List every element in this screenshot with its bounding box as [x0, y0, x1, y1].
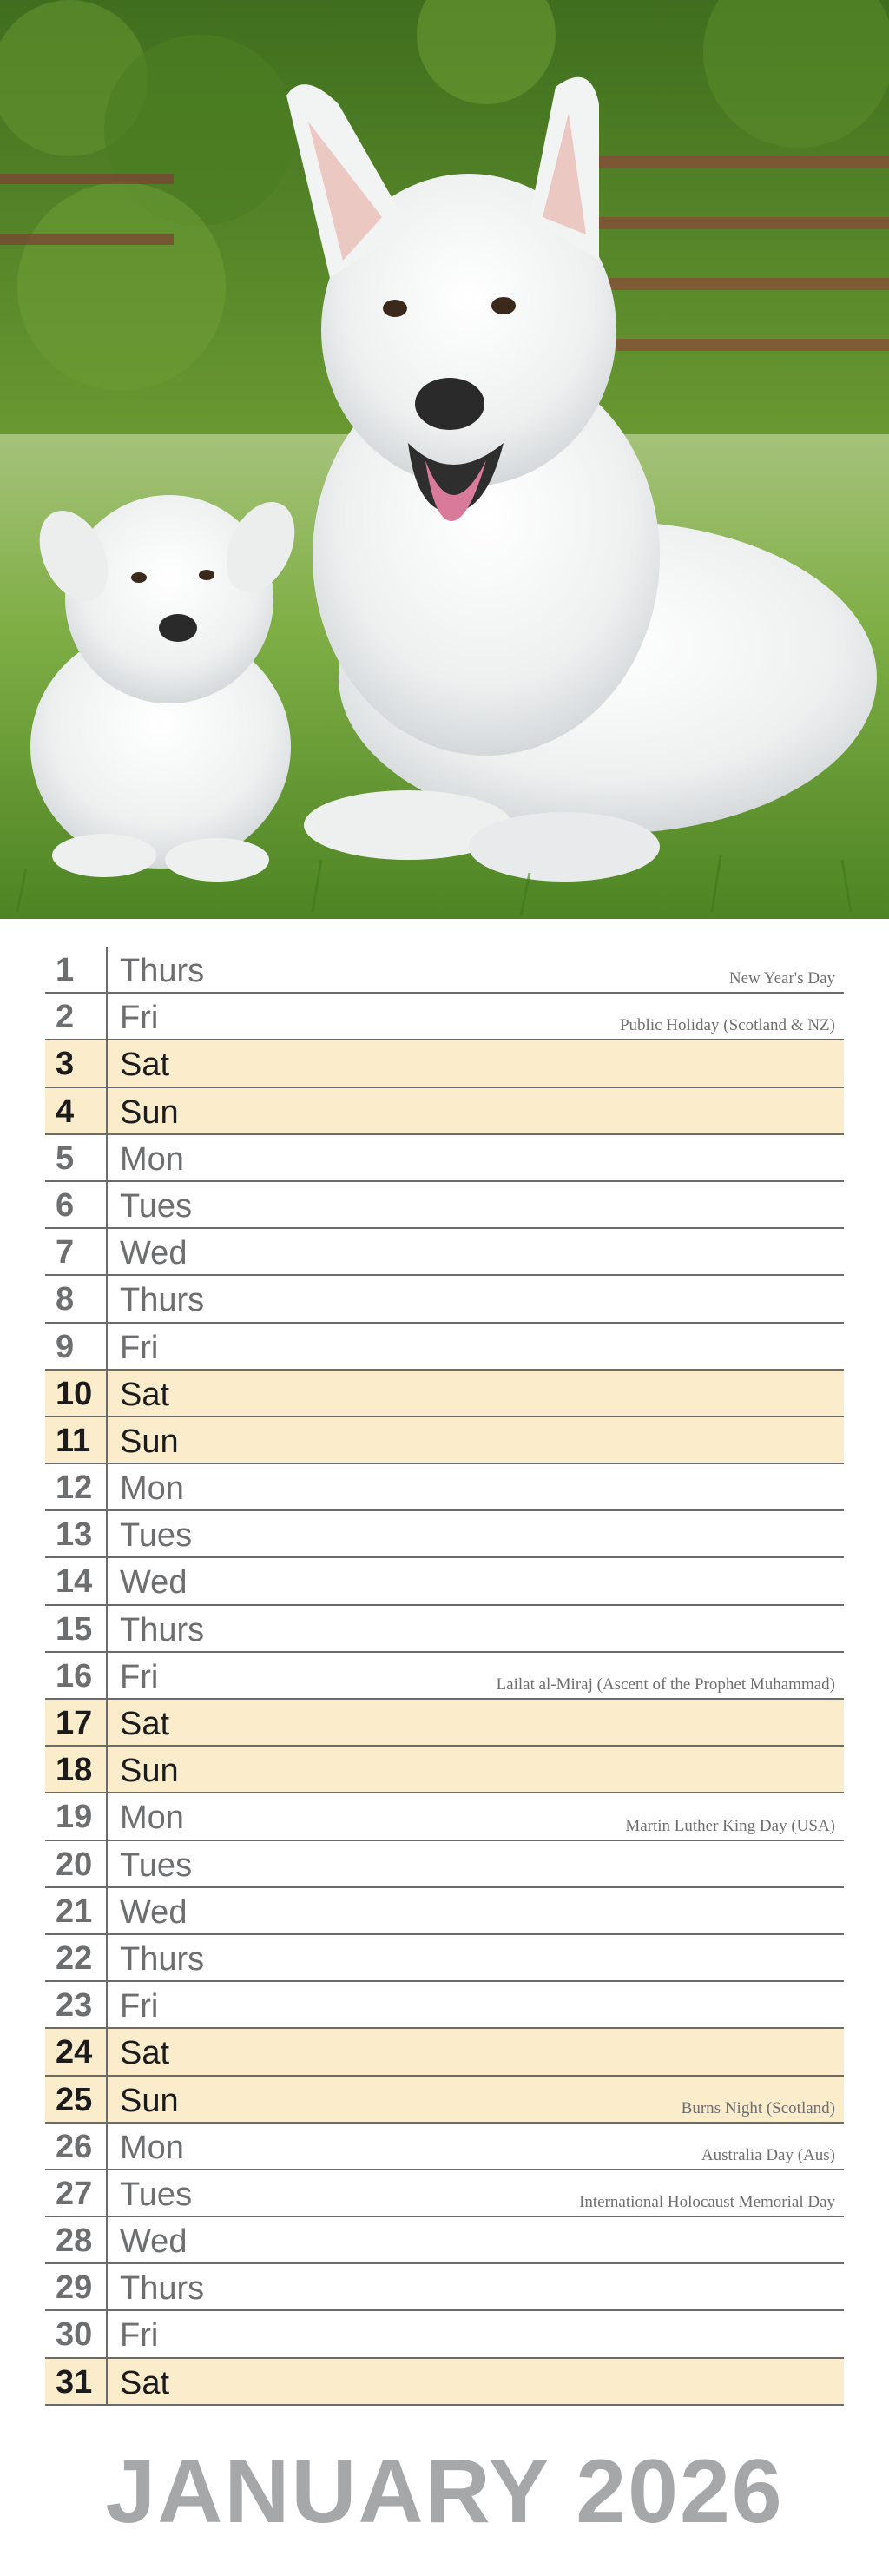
row-divider: [106, 1982, 108, 2027]
weekday-name: Wed: [120, 1235, 188, 1272]
weekday-name: Fri: [120, 1000, 159, 1037]
weekday-name: Sat: [120, 1376, 170, 1413]
calendar-day-row: [45, 1229, 844, 1276]
day-number: 24: [56, 2034, 93, 2071]
row-divider: [106, 1464, 108, 1509]
row-divider: [106, 1182, 108, 1227]
row-divider: [106, 2029, 108, 2074]
calendar-day-row: [45, 2311, 844, 2358]
row-divider: [106, 2170, 108, 2216]
calendar-day-row: [45, 1793, 844, 1840]
row-divider: [106, 2124, 108, 2169]
day-number: 26: [56, 2128, 93, 2165]
weekday-name: Wed: [120, 2223, 188, 2261]
day-number: 2: [56, 999, 75, 1036]
calendar-day-row: [45, 1841, 844, 1888]
holiday-note: Burns Night (Scotland): [681, 2098, 835, 2117]
day-number: 31: [56, 2363, 93, 2401]
calendar-day-row: [45, 1040, 844, 1087]
day-number: 12: [56, 1470, 93, 1507]
weekday-name: Thurs: [120, 2270, 205, 2308]
day-number: 15: [56, 1610, 93, 1648]
holiday-note: Lailat al-Miraj (Ascent of the Prophet Muhammad): [496, 1675, 835, 1694]
row-divider: [106, 2077, 108, 2122]
row-divider: [106, 1606, 108, 1651]
row-divider: [106, 1841, 108, 1886]
calendar-day-row: [45, 1700, 844, 1747]
calendar-day-row: [45, 1371, 844, 1417]
row-divider: [106, 1276, 108, 1321]
calendar-day-row: [45, 1417, 844, 1464]
weekday-name: Sun: [120, 1753, 179, 1790]
day-number: 14: [56, 1563, 93, 1601]
row-divider: [106, 1888, 108, 1933]
row-divider: [106, 1324, 108, 1369]
holiday-note: New Year's Day: [728, 969, 835, 988]
row-divider: [106, 2359, 108, 2404]
day-number: 29: [56, 2269, 93, 2307]
calendar-day-row: [45, 1888, 844, 1935]
calendar-day-row: [45, 1935, 844, 1982]
day-number: 4: [56, 1093, 75, 1130]
row-divider: [106, 1417, 108, 1463]
day-number: 10: [56, 1375, 93, 1412]
row-divider: [106, 1511, 108, 1556]
row-divider: [106, 1088, 108, 1133]
row-divider: [106, 2217, 108, 2262]
day-number: 8: [56, 1281, 75, 1318]
calendar-day-row: [45, 1182, 844, 1229]
row-divider: [106, 1935, 108, 1980]
calendar-day-row: [45, 947, 844, 994]
holiday-note: Australia Day (Aus): [701, 2145, 835, 2164]
day-number: 9: [56, 1328, 75, 1365]
calendar-day-row: [45, 994, 844, 1040]
holiday-note: International Holocaust Memorial Day: [579, 2193, 835, 2212]
calendar-day-row: [45, 1606, 844, 1653]
weekday-name: Tues: [120, 1517, 193, 1555]
weekday-name: Thurs: [120, 953, 205, 989]
row-divider: [106, 1135, 108, 1180]
row-divider: [106, 1747, 108, 1792]
row-divider: [106, 1793, 108, 1839]
row-divider: [106, 1700, 108, 1745]
weekday-name: Sat: [120, 2364, 170, 2401]
weekday-name: Fri: [120, 1988, 159, 2025]
day-number: 13: [56, 1516, 93, 1554]
weekday-name: Tues: [120, 1846, 193, 1884]
weekday-name: Tues: [120, 2176, 193, 2213]
day-number: 16: [56, 1657, 93, 1694]
row-divider: [106, 1371, 108, 1416]
calendar-day-row: [45, 1324, 844, 1371]
row-divider: [106, 2311, 108, 2356]
calendar-day-row: [45, 1747, 844, 1793]
calendar-day-row: [45, 1276, 844, 1323]
weekday-name: Sat: [120, 2035, 170, 2072]
weekday-name: Sun: [120, 1423, 179, 1460]
calendar-day-row: [45, 1088, 844, 1135]
calendar-photo: [0, 0, 889, 919]
weekday-name: Tues: [120, 1187, 193, 1225]
calendar-day-list: [45, 947, 844, 2406]
row-divider: [106, 1040, 108, 1086]
day-number: 23: [56, 1987, 93, 2024]
calendar-day-row: [45, 1135, 844, 1182]
weekday-name: Sat: [120, 1047, 170, 1084]
calendar-day-row: [45, 2217, 844, 2264]
weekday-name: Mon: [120, 1470, 184, 1508]
row-divider: [106, 2264, 108, 2309]
row-divider: [106, 1653, 108, 1698]
row-divider: [106, 947, 108, 992]
calendar-day-row: [45, 2170, 844, 2217]
weekday-name: Wed: [120, 1893, 188, 1931]
weekday-name: Mon: [120, 1800, 184, 1837]
calendar-day-row: [45, 2264, 844, 2311]
weekday-name: Sun: [120, 1093, 179, 1131]
day-number: 18: [56, 1752, 93, 1789]
weekday-name: Thurs: [120, 1940, 205, 1978]
weekday-name: Mon: [120, 1140, 184, 1178]
weekday-name: Thurs: [120, 1282, 205, 1319]
day-number: 30: [56, 2316, 93, 2354]
calendar-day-row: [45, 2029, 844, 2076]
holiday-note: Martin Luther King Day (USA): [625, 1816, 835, 1835]
day-number: 28: [56, 2223, 93, 2260]
day-number: 27: [56, 2175, 93, 2212]
day-number: 5: [56, 1139, 75, 1177]
calendar-day-row: [45, 2124, 844, 2170]
calendar-day-row: [45, 1464, 844, 1511]
day-number: 22: [56, 1939, 93, 1977]
calendar-day-row: [45, 1558, 844, 1605]
calendar-day-row: [45, 1511, 844, 1558]
row-divider: [106, 1229, 108, 1274]
day-number: 11: [56, 1422, 91, 1459]
day-number: 17: [56, 1705, 93, 1741]
row-divider: [106, 1558, 108, 1603]
weekday-name: Thurs: [120, 1611, 205, 1648]
weekday-name: Fri: [120, 1658, 159, 1695]
month-title: JANUARY 2026: [105, 2441, 784, 2542]
day-number: 3: [56, 1046, 75, 1083]
weekday-name: Wed: [120, 1564, 188, 1602]
holiday-note: Public Holiday (Scotland & NZ): [619, 1016, 835, 1035]
weekday-name: Fri: [120, 2317, 159, 2355]
calendar-day-row: [45, 1653, 844, 1700]
dog-and-puppy-illustration: [0, 0, 889, 919]
calendar-day-row: [45, 2077, 844, 2124]
calendar-day-row: [45, 1982, 844, 2029]
row-divider: [106, 994, 108, 1039]
weekday-name: Sat: [120, 1706, 170, 1742]
day-number: 20: [56, 1846, 93, 1883]
day-number: 21: [56, 1892, 93, 1930]
calendar-day-row: [45, 2359, 844, 2406]
day-number: 1: [56, 952, 75, 988]
day-number: 19: [56, 1799, 93, 1836]
weekday-name: Sun: [120, 2082, 179, 2119]
day-number: 7: [56, 1234, 75, 1271]
weekday-name: Fri: [120, 1329, 159, 1366]
day-number: 25: [56, 2081, 93, 2118]
weekday-name: Mon: [120, 2129, 184, 2166]
day-number: 6: [56, 1186, 75, 1224]
